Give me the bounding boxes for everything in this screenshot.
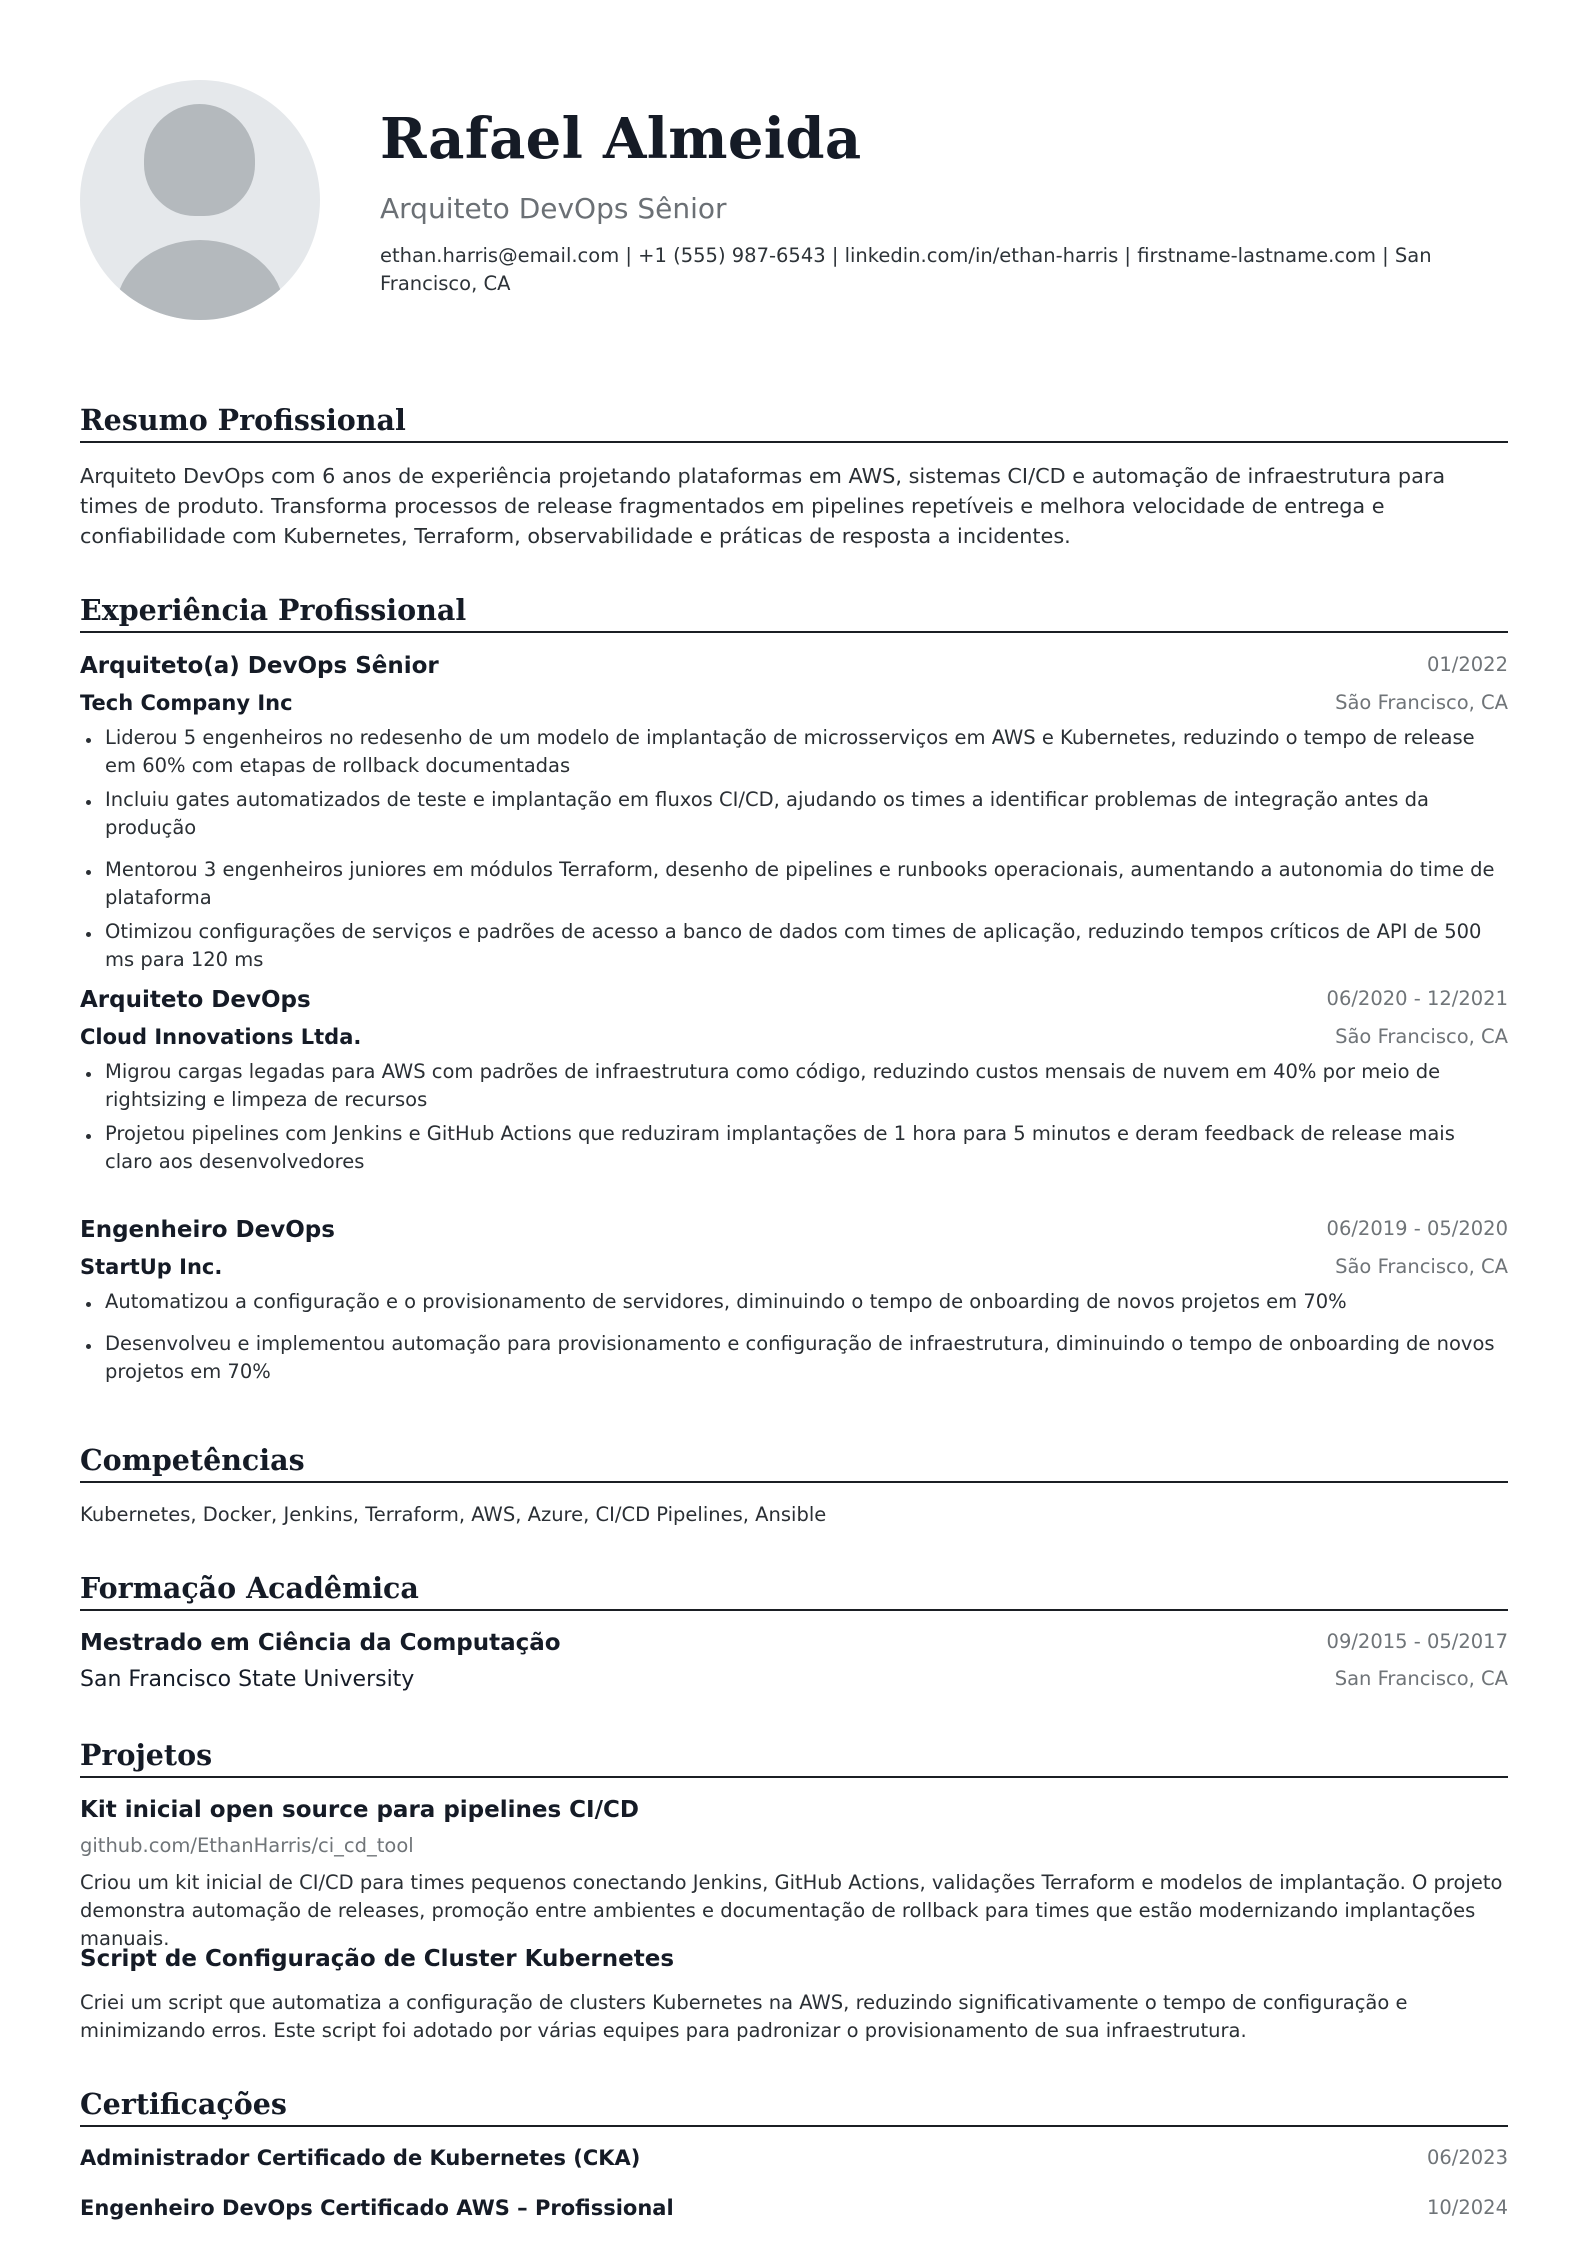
candidate-title: Arquiteto DevOps Sênior [380,192,727,225]
job-location: São Francisco, CA [1335,1025,1508,1048]
skills-text: Kubernetes, Docker, Jenkins, Terraform, AWS, Azure, CI/CD Pipelines, Ansible [80,1503,827,1526]
certifications-heading: Certificações [80,2087,1508,2127]
education-location: San Francisco, CA [1334,1667,1508,1690]
job-company: Tech Company Inc [80,691,293,715]
project-description: Criei um script que automatiza a configuração de clusters Kubernetes na AWS, reduzindo significativamente o tempo de configuração e minimizando erros. Este script foi adotado por várias equipes para padronizar o provisionamento de sua infraestrutura. [80,1991,1408,2042]
certification-date: 10/2024 [1426,2196,1508,2219]
bullet-item: Projetou pipelines com Jenkins e GitHub Actions que reduziram implantações de 1 hora para 5 minutos e deram feedback de release mais claro aos desenvolvedores [80,1120,1508,1176]
job-title: Engenheiro DevOps [80,1217,335,1243]
job-bullets [80,1288,1508,1392]
bullet-item: Incluiu gates automatizados de teste e implantação em fluxos CI/CD, ajudando os times a identificar problemas de integração antes da produção [80,786,1508,842]
summary-text: Arquiteto DevOps com 6 anos de experiência projetando plataformas em AWS, sistemas CI/CD e automação de infraestrutura para times de produto. Transforma processos de release fragmentados em pipelines repetíveis e melhora velocidade de entrega e confiabilidade com Kubernetes, Terraform, observabilidade e práticas de resposta a incidentes. [80,464,1446,548]
certification-date: 06/2023 [1426,2146,1508,2169]
avatar-body [116,240,284,320]
project-title: Script de Configuração de Cluster Kubernetes [80,1946,675,1972]
skills-heading: Competências [80,1443,1508,1483]
avatar-placeholder-icon [80,80,320,320]
job-title: Arquiteto DevOps [80,987,311,1013]
avatar-head [144,104,255,216]
bullet-item: Migrou cargas legadas para AWS com padrões de infraestrutura como código, reduzindo custos mensais de nuvem em 40% por meio de rightsizing e limpeza de recursos [80,1058,1508,1114]
education-school: San Francisco State University [80,1667,415,1692]
job-location: São Francisco, CA [1335,691,1508,714]
project-description: Criou um kit inicial de CI/CD para times pequenos conectando Jenkins, GitHub Actions, validações Terraform e modelos de implantação. O projeto demonstra automação de releases, promoção entre ambientes e documentação de rollback para times que estão modernizando implantações manuais. [80,1871,1503,1950]
certification-row [80,2196,1508,2226]
bullet-item: Otimizou configurações de serviços e padrões de acesso a banco de dados com times de aplicação, reduzindo tempos críticos de API de 500 ms para 120 ms [80,918,1508,974]
certification-name: Administrador Certificado de Kubernetes (CKA) [80,2146,641,2170]
job-company-row [80,1025,1508,1055]
project-title: Kit inicial open source para pipelines CI/CD [80,1797,639,1823]
contact-info: ethan.harris@email.com | +1 (555) 987-6543 | linkedin.com/in/ethan-harris | firstname-lastname.com | San Francisco, CA [380,244,1432,295]
job-header [80,987,1508,1017]
job-date: 06/2020 - 12/2021 [1326,987,1508,1010]
job-bullets [80,1058,1508,1182]
experience-heading: Experiência Profissional [80,593,1508,633]
job-location: São Francisco, CA [1335,1255,1508,1278]
certification-name: Engenheiro DevOps Certificado AWS – Profissional [80,2196,674,2220]
bullet-item: Mentorou 3 engenheiros juniores em módulos Terraform, desenho de pipelines e runbooks operacionais, aumentando a autonomia do time de plataforma [80,856,1508,912]
job-header [80,1217,1508,1247]
education-school-row [80,1667,1508,1697]
job-company: Cloud Innovations Ltda. [80,1025,362,1049]
job-title: Arquiteto(a) DevOps Sênior [80,653,439,679]
candidate-name: Rafael Almeida [380,106,862,172]
bullet-item: Desenvolveu e implementou automação para provisionamento e configuração de infraestrutura, diminuindo o tempo de onboarding de novos projetos em 70% [80,1330,1508,1386]
bullet-item: Automatizou a configuração e o provisionamento de servidores, diminuindo o tempo de onboarding de novos projetos em 70% [80,1288,1508,1316]
education-date: 09/2015 - 05/2017 [1326,1630,1508,1653]
job-company: StartUp Inc. [80,1255,223,1279]
education-header [80,1630,1508,1660]
job-bullets [80,724,1508,980]
resume-header [80,80,1508,340]
bullet-item: Liderou 5 engenheiros no redesenho de um modelo de implantação de microsserviços em AWS e Kubernetes, reduzindo o tempo de release em 60% com etapas de rollback documentadas [80,724,1508,780]
job-header [80,653,1508,683]
certification-row [80,2146,1508,2176]
job-date: 06/2019 - 05/2020 [1326,1217,1508,1240]
education-degree: Mestrado em Ciência da Computação [80,1630,561,1656]
summary-heading: Resumo Profissional [80,403,1508,443]
project-header [80,1946,1508,1976]
job-date: 01/2022 [1426,653,1508,676]
job-company-row [80,691,1508,721]
education-heading: Formação Acadêmica [80,1571,1508,1611]
projects-heading: Projetos [80,1738,1508,1778]
project-header [80,1797,1508,1827]
job-company-row [80,1255,1508,1285]
project-link[interactable]: github.com/EthanHarris/ci_cd_tool [80,1834,414,1857]
